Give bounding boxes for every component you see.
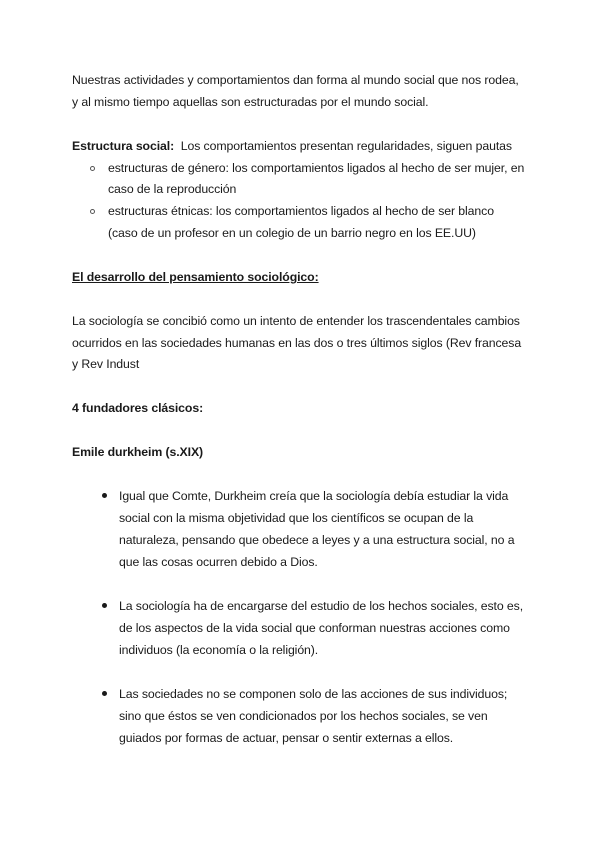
hollow-bullet-icon bbox=[90, 209, 95, 214]
bullet-dot-icon bbox=[102, 603, 107, 608]
desarrollo-line-3: y Rev Indust bbox=[72, 357, 140, 371]
desarrollo-heading: El desarrollo del pensamiento sociológico: bbox=[72, 270, 319, 284]
estructura-item-1-line-1: estructuras de género: los comportamientos ligados al hecho de ser mujer, en bbox=[108, 161, 525, 175]
durkheim-bullet-2-line-2: de los aspectos de la vida social que conforman nuestras acciones como bbox=[119, 621, 510, 635]
durkheim-bullet-1-line-4: que las cosas ocurren debido a Dios. bbox=[119, 555, 318, 569]
durkheim-heading: Emile durkheim (s.XIX) bbox=[72, 445, 204, 459]
estructura-social-label: Estructura social: bbox=[72, 139, 175, 153]
estructura-item-2-line-2: (caso de un profesor en un colegio de un barrio negro en los EE.UU) bbox=[108, 226, 476, 240]
intro-line-2: y al mismo tiempo aquellas son estructuradas por el mundo social. bbox=[72, 95, 429, 109]
fundadores-heading: 4 fundadores clásicos: bbox=[72, 401, 204, 415]
durkheim-bullet-1-line-1: Igual que Comte, Durkheim creía que la sociología debía estudiar la vida bbox=[119, 489, 509, 503]
estructura-social-line bbox=[72, 138, 512, 154]
intro-line-1: Nuestras actividades y comportamientos dan forma al mundo social que nos rodea, bbox=[72, 73, 519, 87]
bullet-dot-icon bbox=[102, 691, 107, 696]
durkheim-bullet-1-line-3: naturaleza, pensando que obedece a leyes y a una estructura social, no a bbox=[119, 533, 515, 547]
durkheim-bullet-1-line-2: social con la misma objetividad que los científicos se ocupan de la bbox=[119, 511, 474, 525]
estructura-social-text: Los comportamientos presentan regularidades, siguen pautas bbox=[180, 139, 512, 153]
hollow-bullet-icon bbox=[90, 166, 95, 171]
estructura-item-1-line-2: caso de la reproducción bbox=[108, 182, 237, 196]
durkheim-bullet-3-line-1: Las sociedades no se componen solo de las acciones de sus individuos; bbox=[119, 687, 508, 701]
durkheim-bullet-2-line-1: La sociología ha de encargarse del estudio de los hechos sociales, esto es, bbox=[119, 599, 524, 613]
durkheim-bullet-2-line-3: individuos (la economía o la religión). bbox=[119, 643, 319, 657]
durkheim-bullet-3-line-3: guiados por formas de actuar, pensar o sentir externas a ellos. bbox=[119, 731, 454, 745]
durkheim-bullet-3-line-2: sino que éstos se ven condicionados por los hechos sociales, se ven bbox=[119, 709, 488, 723]
bullet-dot-icon bbox=[102, 493, 107, 498]
estructura-item-2-line-1: estructuras étnicas: los comportamientos ligados al hecho de ser blanco bbox=[108, 204, 494, 218]
desarrollo-line-2: ocurridos en las sociedades humanas en las dos o tres últimos siglos (Rev francesa bbox=[72, 336, 522, 350]
desarrollo-line-1: La sociología se concibió como un intento de entender los trascendentales cambios bbox=[72, 314, 520, 328]
